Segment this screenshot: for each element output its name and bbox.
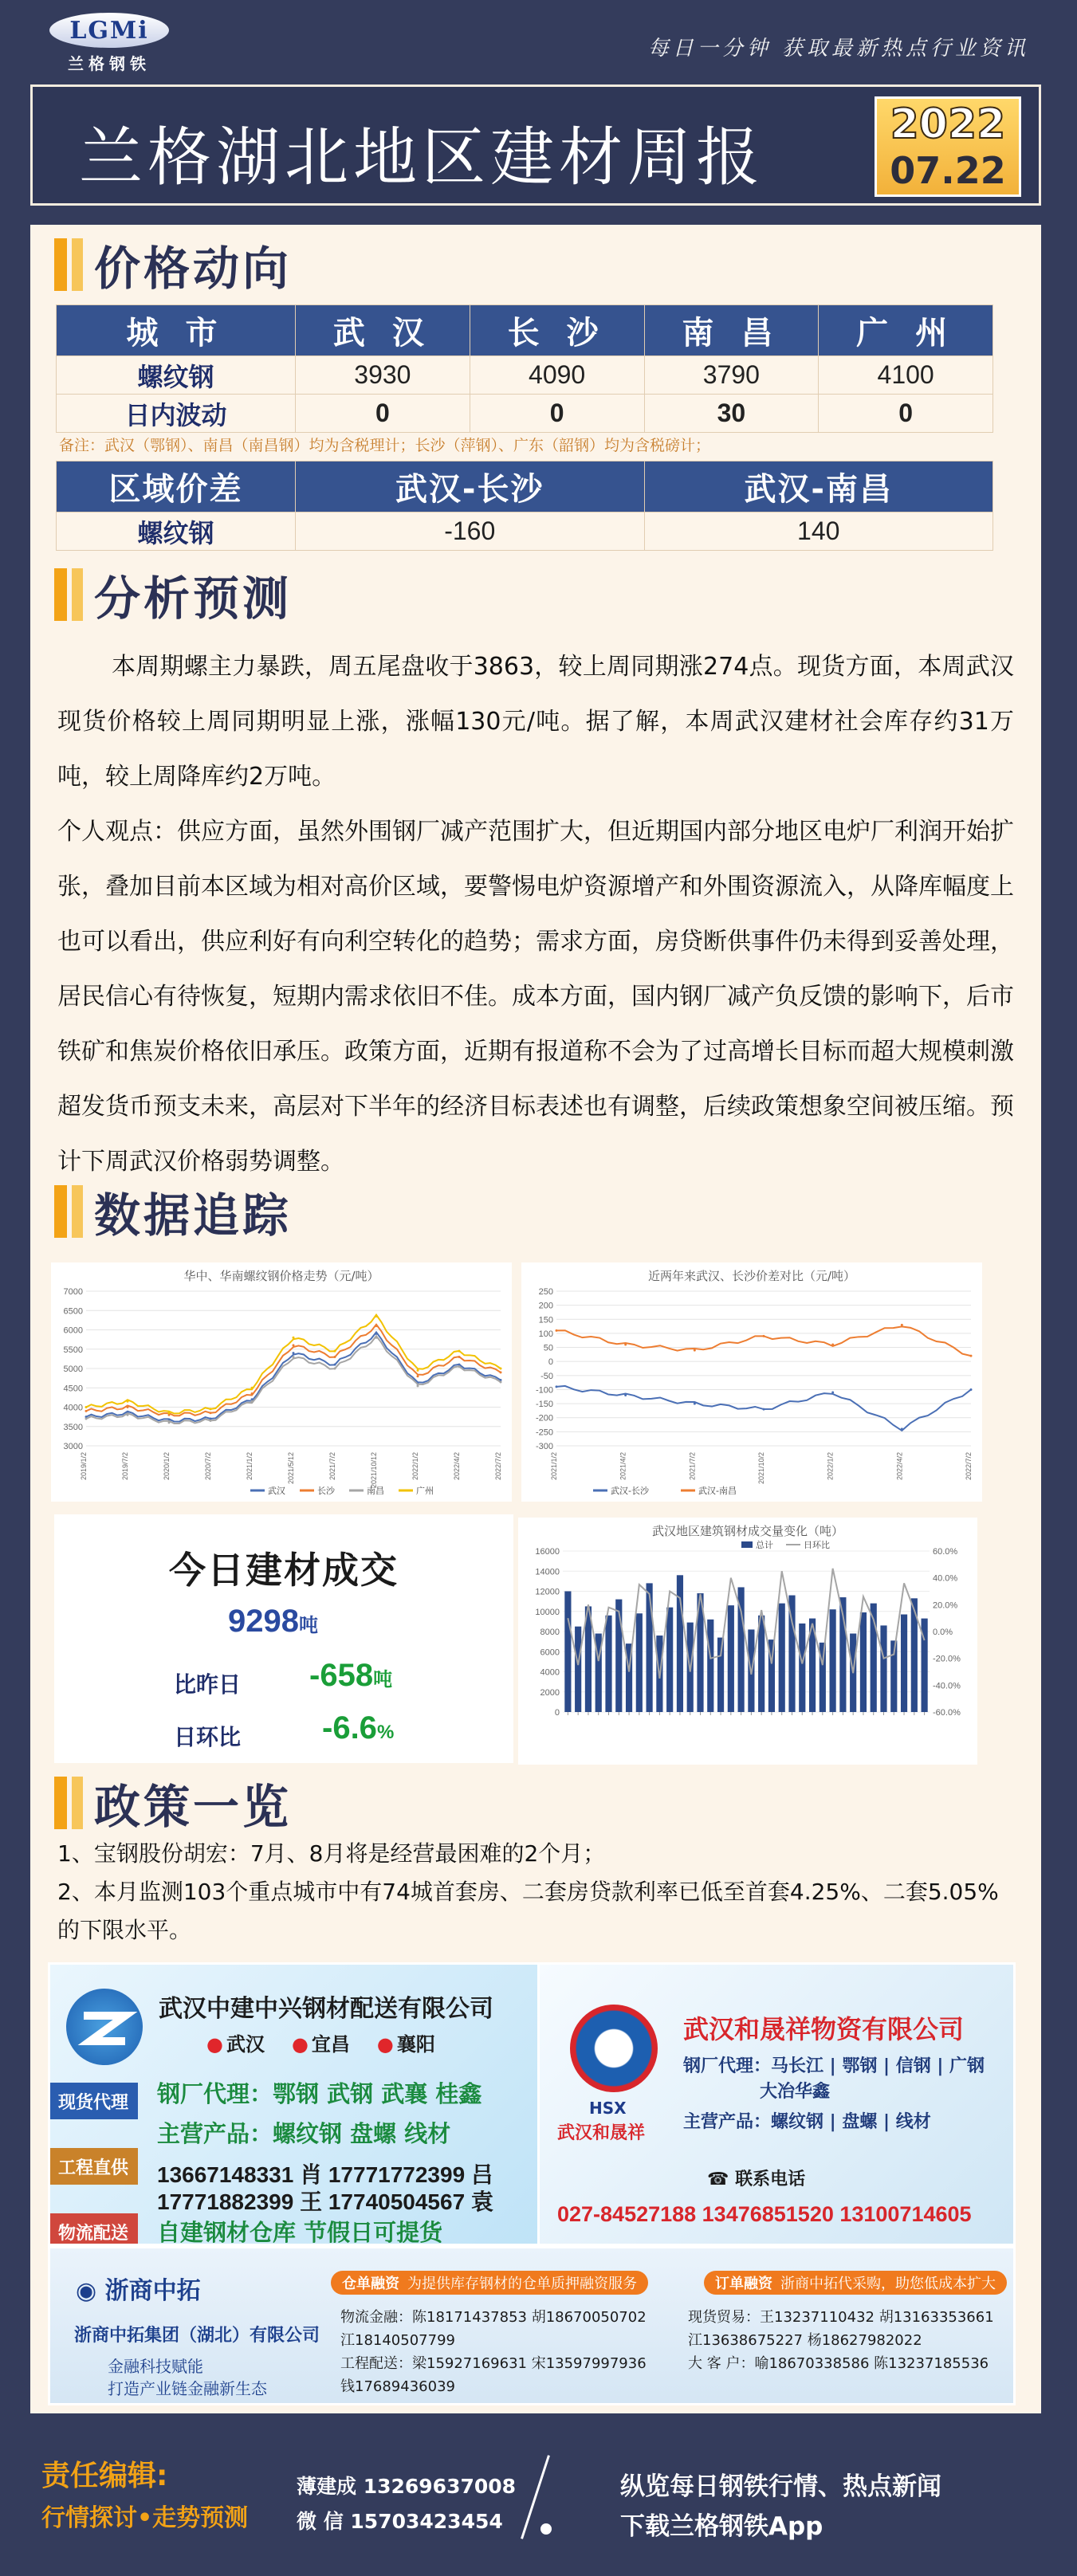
legend-label: 南昌 [367, 1486, 384, 1496]
x-tick-label: 2022/1/2 [826, 1452, 835, 1481]
volume-bar [758, 1616, 765, 1712]
logo-subtitle: 兰格钢铁 [68, 54, 151, 73]
analysis-section-title: 分析预测 [94, 571, 293, 626]
volume-bar [799, 1624, 805, 1712]
volume-bar [615, 1600, 622, 1712]
trade-total-unit: 吨 [298, 1615, 318, 1636]
volume-bar [860, 1612, 867, 1712]
change-cell: 0 [296, 395, 470, 433]
data-point [417, 1369, 419, 1372]
y-tick-label: 12000 [535, 1587, 560, 1597]
ad2-mills-2: 大冶华鑫 [760, 2082, 831, 2102]
col-nanchang: 南 昌 [644, 305, 819, 356]
price-trend-svg [51, 1262, 512, 1502]
data-point [458, 1350, 461, 1353]
price-cell: 3790 [644, 356, 819, 395]
footer [0, 2429, 1077, 2576]
col-wuhan-nanchang: 武汉-南昌 [644, 461, 993, 512]
ad1-phones-1: 13667148331 肖 17771772399 吕 [157, 2162, 493, 2187]
policy-item: 2、本月监测103个重点城市中有74城首套房、二套房贷款利率已低至首套4.25%、二套5.05%的下限水平。 [57, 1879, 999, 1943]
footer-tagline: 行情探讨•走势预测 [41, 2504, 249, 2532]
col-spread: 区域价差 [57, 461, 296, 512]
tag-project-supply: 工程直供 [50, 2148, 138, 2185]
y-tick-label: 14000 [535, 1567, 560, 1577]
change-cell: 0 [819, 395, 993, 433]
data-point [763, 1408, 765, 1411]
data-point [251, 1400, 254, 1403]
pill-label: 仓单融资 [342, 2276, 399, 2292]
legend-label: 长沙 [317, 1486, 335, 1496]
y2-tick-label: -20.0% [933, 1654, 961, 1664]
price-table-header [57, 305, 993, 356]
city-item [206, 2028, 265, 2056]
data-point [127, 1414, 129, 1416]
y-tick-label: 100 [538, 1329, 553, 1339]
y-tick-label: 200 [538, 1301, 553, 1311]
data-point [334, 1356, 336, 1358]
vs-yesterday-value: -658 [309, 1658, 374, 1693]
price-section-title: 价格动向 [94, 242, 293, 296]
spread-table [56, 461, 993, 551]
section-marker [72, 238, 83, 291]
legend-swatch [741, 1541, 753, 1548]
table-row [57, 512, 993, 551]
pill-text: 为提供库存钢材的仓单质押融资服务 [407, 2276, 637, 2292]
section-marker [72, 1185, 83, 1238]
ad2-company-name: 武汉和晟祥物资有限公司 [683, 2014, 965, 2044]
trade-total [228, 1604, 318, 1639]
hsx-logo-icon [570, 2005, 658, 2092]
y-tick-label: 4000 [540, 1667, 560, 1678]
y-tick-label: -150 [535, 1400, 553, 1410]
lgmi-logo [49, 13, 177, 73]
x-tick-label: 2019/7/2 [121, 1452, 129, 1481]
data-point [375, 1333, 378, 1335]
chart-title: 武汉地区建筑钢材成交量变化（吨） [651, 1524, 844, 1538]
data-point [210, 1420, 212, 1422]
footer-contact-2: 微 信 15703423454 [297, 2510, 503, 2533]
ratio-label: 日环比 [174, 1724, 242, 1750]
row-label: 螺纹钢 [57, 512, 296, 551]
data-point [293, 1352, 295, 1354]
y2-tick-label: 40.0% [933, 1573, 958, 1584]
change-cell: 0 [470, 395, 644, 433]
x-tick-label: 2021/7/2 [688, 1452, 697, 1481]
y-tick-label: 0 [554, 1708, 560, 1718]
footer-promo-1[interactable]: 纵览每日钢铁行情、热点新闻 [620, 2472, 941, 2501]
data-point [901, 1427, 903, 1430]
price-cell: 3930 [296, 356, 470, 395]
zheshang-logo-icon: ◉ [76, 2277, 105, 2305]
data-point [624, 1344, 627, 1346]
data-point [168, 1421, 171, 1423]
data-point [334, 1368, 336, 1370]
volume-bar [779, 1604, 785, 1712]
price-section-header [54, 233, 292, 296]
data-point [694, 1349, 696, 1352]
y-tick-label: 3000 [63, 1442, 83, 1451]
y-tick-label: 5000 [63, 1365, 83, 1374]
ad-heshengxiang[interactable] [537, 1962, 1016, 2246]
data-point [210, 1408, 212, 1410]
section-marker [72, 568, 83, 621]
tracking-section-title: 数据追踪 [94, 1188, 293, 1243]
y-tick-label: -300 [535, 1442, 553, 1451]
ad2-contact [707, 2166, 805, 2190]
data-point [85, 1410, 88, 1412]
zheshang-sub-1: 金融科技赋能 [108, 2357, 203, 2376]
report-title: 兰格湖北地区建材周报 [79, 120, 765, 194]
y-tick-label: 50 [543, 1343, 553, 1353]
data-point [458, 1356, 461, 1358]
legend-label: 广州 [416, 1486, 434, 1496]
volume-bar [605, 1616, 611, 1712]
x-tick-label: 2021/5/12 [287, 1452, 295, 1485]
legend-label: 武汉 [268, 1486, 285, 1496]
data-point [375, 1325, 378, 1327]
data-point [127, 1406, 129, 1408]
col-city: 城 市 [57, 305, 296, 356]
contact-line: 钱17689436039 [340, 2378, 455, 2395]
price-cell: 4090 [470, 356, 644, 395]
zheshang-sub-2: 打造产业链金融新生态 [108, 2379, 267, 2398]
contact-label: 联系电话 [735, 2170, 806, 2189]
report-title-box [30, 84, 1041, 206]
ad1-company-name: 武汉中建中兴钢材配送有限公司 [159, 1995, 493, 2023]
tag-logistics: 物流配送 [50, 2213, 138, 2246]
col-changsha: 长 沙 [470, 305, 644, 356]
location-pin-icon: ● [376, 2033, 394, 2056]
data-point [85, 1406, 88, 1408]
ad1-slogan: 自建钢材仓库 节假日可提货 [157, 2219, 443, 2246]
series-line-武汉-南昌 [556, 1326, 971, 1356]
city-item [292, 2028, 350, 2056]
volume-bar [636, 1613, 643, 1712]
section-marker [54, 238, 67, 291]
ad-zhongjian[interactable] [48, 1962, 540, 2246]
data-point [251, 1392, 254, 1395]
x-tick-label: 2020/1/2 [163, 1452, 171, 1481]
ratio-unit: % [376, 1722, 395, 1743]
city-label: 武汉 [226, 2033, 265, 2056]
price-table [56, 304, 993, 433]
x-tick-label: 2021/4/2 [619, 1452, 627, 1481]
ratio [322, 1710, 394, 1746]
zheshang-brand-label: 浙商中拓 [104, 2277, 201, 2305]
data-point [970, 1388, 973, 1391]
tag-spot-agent: 现货代理 [50, 2083, 138, 2119]
data-point [417, 1375, 419, 1377]
city-label: 宜昌 [311, 2033, 350, 2056]
content-panel [30, 225, 1041, 2413]
x-tick-label: 2021/1/2 [550, 1452, 558, 1481]
data-point [556, 1385, 558, 1388]
order-finance-pill [704, 2271, 1007, 2295]
price-cell: 4100 [819, 356, 993, 395]
vs-yesterday-unit: 吨 [373, 1669, 393, 1690]
policy-item: 1、宝钢股份胡宏：7月、8月将是经营最困难的2个月； [57, 1840, 606, 1867]
pill-text: 浙商中拓代采购，助您低成本扩大 [780, 2276, 996, 2292]
contact-line: 江13638675227 杨18627982022 [688, 2332, 922, 2349]
hsx-logo-sub: 武汉和晟祥 [557, 2123, 646, 2143]
policy-section-title: 政策一览 [94, 1780, 293, 1834]
y-tick-label: -100 [535, 1385, 553, 1396]
spread-svg [521, 1262, 982, 1502]
data-point [624, 1394, 627, 1396]
spread-cell: -160 [296, 512, 645, 551]
data-point [251, 1387, 254, 1389]
volume-bar [707, 1620, 713, 1712]
zheshang-brand [76, 2271, 201, 2306]
trade-title: 今日建材成交 [169, 1549, 399, 1592]
spread-cell: 140 [644, 512, 993, 551]
data-point [293, 1337, 295, 1339]
logo-text: LGMi [69, 16, 149, 45]
x-tick-label: 2021/7/2 [328, 1452, 336, 1481]
analysis-paragraph: 个人观点：供应方面，虽然外围钢厂减产范围扩大，但近期国内部分地区电炉厂利润开始扩张，叠加目前本区域为相对高价区域，要警惕电炉资源增产和外围资源流入，从降库幅度上也可以看出，供应利好有向利空转化的趋势；需求方面，房贷断供事件仍未得到妥善处理，居民信心有待恢复，短期内需求依旧不佳。成本方面，国内钢厂减产负反馈的影响下，后市铁矿和焦炭价格依旧承压。政策方面，近期有报道称不会为了过高增长目标而超大规模刺激超发货币预支未来，高层对下半年的经济目标表述也有调整，后续政策想象空间被压缩。预计下周武汉价格弱势调整。 [57, 818, 1014, 1176]
y-tick-label: -250 [535, 1427, 553, 1438]
y-tick-label: 10000 [535, 1607, 560, 1617]
y-tick-label: 4000 [63, 1403, 83, 1413]
ad1-products: 主营产品：螺纹钢 盘螺 线材 [157, 2120, 451, 2147]
header-slogan: 每日一分钟 获取最新热点行业资讯 [647, 37, 1029, 61]
legend-label: 总计 [756, 1540, 773, 1550]
change-cell: 30 [644, 395, 819, 433]
volume-bar [717, 1638, 724, 1712]
volume-bar [880, 1625, 886, 1712]
footer-contact-1: 薄建成 13269637008 [297, 2475, 517, 2498]
y2-tick-label: 20.0% [933, 1600, 958, 1611]
ad1-mills: 钢厂代理：鄂钢 武钢 武襄 桂鑫 [157, 2080, 482, 2107]
legend-label: 武汉-南昌 [698, 1486, 737, 1496]
zhongjian-logo-icon [66, 1989, 143, 2065]
y-tick-label: 5500 [63, 1345, 83, 1355]
y-tick-label: 6000 [63, 1325, 83, 1336]
y-tick-label: -200 [535, 1413, 553, 1423]
y-tick-label: 2000 [540, 1687, 560, 1698]
spread-table-header [57, 461, 993, 512]
col-wuhan: 武 汉 [296, 305, 470, 356]
data-point [831, 1391, 834, 1393]
footer-dot [540, 2523, 552, 2535]
contact-line: 江18140507799 [340, 2332, 455, 2349]
y2-tick-label: 60.0% [933, 1547, 958, 1557]
table-row [57, 395, 993, 433]
trade-summary-card [54, 1514, 513, 1763]
legend-label: 武汉-长沙 [611, 1486, 649, 1496]
y-tick-label: 250 [538, 1287, 553, 1297]
warehouse-finance-pill [331, 2271, 648, 2295]
section-marker [54, 1185, 67, 1238]
data-point [500, 1368, 502, 1370]
location-pin-icon: ● [291, 2033, 309, 2056]
x-tick-label: 2022/4/2 [895, 1452, 904, 1481]
y-tick-label: 7000 [63, 1287, 83, 1297]
data-point [293, 1344, 295, 1346]
x-tick-label: 2021/10/12 [370, 1452, 378, 1489]
y2-tick-label: -40.0% [933, 1681, 961, 1691]
chart-title: 华中、华南螺纹钢价格走势（元/吨） [183, 1269, 379, 1283]
x-tick-label: 2022/7/2 [965, 1452, 973, 1481]
y-tick-label: 16000 [535, 1547, 560, 1557]
price-trend-chart [51, 1262, 512, 1502]
date-day: 07.22 [890, 149, 1006, 192]
price-note: 备注：武汉（鄂钢）、南昌（南昌钢）均为含税理计；长沙（萍钢）、广东（韶钢）均为含税磅计； [59, 437, 711, 454]
policy-list [57, 1835, 1014, 1950]
ad2-products: 主营产品：螺纹钢 | 盘螺 | 线材 [683, 2112, 931, 2132]
table-row [57, 356, 993, 395]
ad1-phones-2: 17771882399 王 17740504567 袁 [157, 2189, 493, 2214]
date-year: 2022 [890, 100, 1006, 148]
x-tick-label: 2021/10/2 [757, 1452, 765, 1485]
tracking-section-header [54, 1180, 292, 1243]
row-label: 螺纹钢 [57, 356, 296, 395]
volume-chart [518, 1518, 977, 1765]
ad-zheshang[interactable] [48, 2246, 1016, 2405]
data-point [375, 1315, 378, 1317]
x-tick-label: 2020/7/2 [204, 1452, 212, 1481]
data-point [417, 1384, 419, 1387]
ad1-cities [206, 2028, 435, 2056]
col-guangzhou: 广 州 [819, 305, 993, 356]
data-point [168, 1412, 171, 1414]
zheshang-group: 浙商中拓集团（湖北）有限公司 [74, 2326, 320, 2346]
ratio-value: -6.6 [322, 1710, 377, 1745]
volume-svg [518, 1518, 977, 1765]
data-point [500, 1380, 502, 1383]
ad2-phones: 027-84527188 13476851520 13100714605 [557, 2202, 972, 2226]
row-label: 日内波动 [57, 395, 296, 433]
data-point [458, 1365, 461, 1368]
data-point [127, 1400, 129, 1403]
contact-line: 大 客 户：喻18670338586 陈13237185536 [688, 2355, 989, 2372]
volume-bar [564, 1592, 571, 1713]
vs-yesterday [309, 1658, 392, 1694]
ad1-tags [50, 2083, 138, 2246]
legend-label: 日环比 [804, 1540, 830, 1550]
y-tick-label: 0 [548, 1357, 553, 1368]
analysis-paragraph: 本周期螺主力暴跌，周五尾盘收于3863，较上周同期涨274点。现货方面，本周武汉现货价格较上周同期明显上涨，涨幅130元/吨。据了解，本周武汉建材社会库存约31万吨，较上周降库约2万吨。 [57, 653, 1014, 791]
contact-line: 物流金融：陈18171437853 胡18670050702 [340, 2309, 647, 2326]
data-point [556, 1329, 558, 1332]
section-marker [72, 1777, 83, 1829]
volume-bar [728, 1605, 734, 1712]
y-tick-label: 4500 [63, 1384, 83, 1394]
data-point [763, 1335, 765, 1337]
city-item [377, 2028, 435, 2056]
data-point [334, 1350, 336, 1353]
y-tick-label: 150 [538, 1315, 553, 1325]
section-marker [54, 1777, 67, 1829]
y-tick-label: -50 [540, 1371, 553, 1381]
y2-tick-label: 0.0% [933, 1628, 953, 1637]
analysis-text [57, 639, 1014, 1189]
x-tick-label: 2019/1/2 [80, 1452, 88, 1481]
x-tick-label: 2022/1/2 [411, 1452, 419, 1481]
location-pin-icon: ● [206, 2033, 223, 2056]
zheshang-contacts-1 [340, 2306, 647, 2398]
ad2-mills: 钢厂代理：马长江 | 鄂钢 | 信钢 | 广钢 [683, 2056, 985, 2076]
data-point [375, 1337, 378, 1339]
hsx-logo-text: HSX [589, 2099, 627, 2118]
vs-yesterday-label: 比昨日 [174, 1671, 242, 1698]
data-point [970, 1355, 973, 1357]
section-marker [54, 568, 67, 621]
spread-chart [521, 1262, 982, 1502]
contact-line: 现货贸易：王13237110432 胡13163353661 [688, 2309, 994, 2326]
contact-line: 工程配送：梁15927169631 宋13597997936 [340, 2355, 647, 2372]
data-point [694, 1403, 696, 1405]
y-tick-label: 3500 [63, 1422, 83, 1432]
policy-section-header [54, 1771, 292, 1835]
footer-editor: 责任编辑: [41, 2460, 168, 2492]
data-point [85, 1418, 88, 1420]
volume-bar [830, 1609, 836, 1712]
city-label: 襄阳 [396, 2033, 435, 2056]
chart-title: 近两年来武汉、长沙价差对比（元/吨） [647, 1269, 856, 1283]
zheshang-contacts-2 [688, 2306, 994, 2375]
y2-tick-label: -60.0% [933, 1708, 961, 1718]
footer-promo-2[interactable]: 下载兰格钢铁App [620, 2512, 823, 2541]
top-bar [0, 0, 1077, 80]
volume-bar [666, 1608, 673, 1712]
analysis-section-header [54, 563, 292, 626]
volume-bar [901, 1615, 907, 1712]
date-badge [875, 96, 1021, 197]
volume-bar [647, 1583, 653, 1712]
data-point [901, 1324, 903, 1326]
y-tick-label: 6500 [63, 1306, 83, 1317]
data-point [500, 1371, 502, 1373]
logo-badge [49, 13, 169, 48]
x-tick-label: 2021/1/2 [246, 1452, 254, 1481]
x-tick-label: 2022/7/2 [494, 1452, 502, 1481]
data-point [210, 1412, 212, 1414]
data-point [831, 1344, 834, 1346]
volume-bar [575, 1627, 581, 1712]
trade-total-value: 9298 [228, 1604, 299, 1639]
data-point [334, 1364, 336, 1366]
x-tick-label: 2022/4/2 [453, 1452, 461, 1481]
data-point [293, 1356, 295, 1358]
y-tick-label: 8000 [540, 1628, 560, 1637]
col-wuhan-changsha: 武汉-长沙 [296, 461, 645, 512]
y-tick-label: 6000 [540, 1647, 560, 1658]
pill-label: 订单融资 [715, 2276, 772, 2292]
phone-icon: ☎ [707, 2170, 736, 2189]
